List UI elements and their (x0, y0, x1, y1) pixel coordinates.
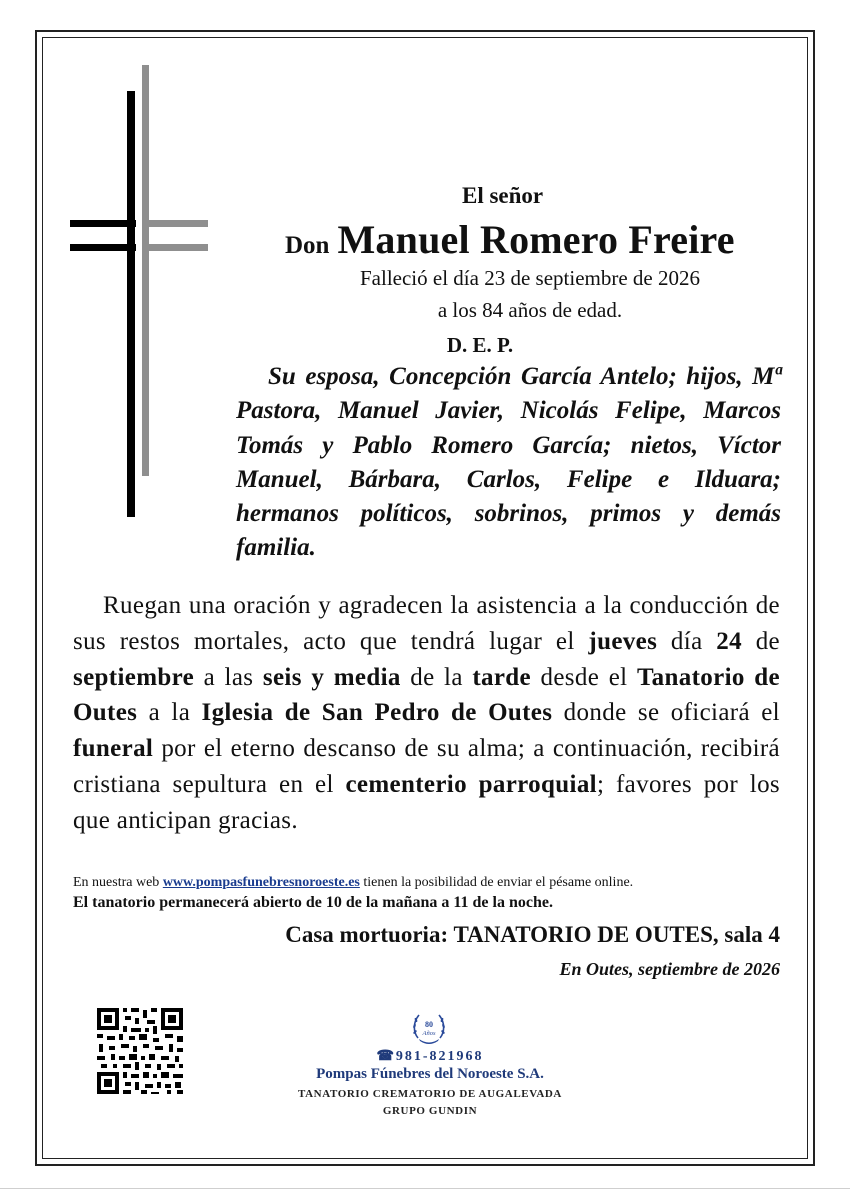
badge-years: Años (422, 1030, 436, 1037)
intro-text: El señor (462, 183, 544, 208)
web-prefix: En nuestra web (73, 875, 163, 890)
service-text: Ruegan una oración y agradecen la asistencia a la conducción de sus restos mortales, acto que tendrá lugar el (73, 592, 780, 655)
service-text: donde se oficiará el (552, 699, 780, 727)
crematorio-name: TANATORIO CREMATORIO DE AUGALEVADA (298, 1088, 562, 1100)
deceased-name-line (285, 216, 805, 263)
phone-line[interactable] (300, 1048, 560, 1065)
service-month: septiembre (73, 663, 195, 691)
page-bottom-rule (0, 1188, 850, 1189)
funeral-home-line (200, 922, 780, 948)
place-date: En Outes, septiembre de 2026 (559, 959, 780, 979)
casa-value: TANATORIO DE OUTES, sala 4 (453, 922, 780, 947)
service-text: ; favores por los que anticipan gracias. (73, 770, 780, 834)
service-text: a la (137, 699, 202, 727)
service-date: 24 (716, 627, 742, 655)
service-origin: Tanatorio de Outes (73, 663, 780, 727)
service-church: Iglesia de San Pedro de Outes (201, 699, 553, 727)
deceased-name: Manuel Romero Freire (337, 217, 735, 262)
service-cemetery: cementerio parroquial (345, 770, 597, 798)
service-text: de (741, 627, 781, 655)
cross-black-bar-bottom (70, 244, 136, 251)
cross-grey-vertical (142, 65, 149, 476)
family-list: Su esposa, Concepción García Antelo; hijos, Mª Pastora, Manuel Javier, Nicolás Felipe, Marcos Tomás y Pablo Romero García; nietos, Víctor Manuel, Bárbara, Carlos, Felipe e Ilduara; hermanos políticos, sobrinos, primos y demás familia. (236, 363, 781, 562)
casa-label: Casa mortuoria: (285, 922, 454, 947)
service-announcement (73, 588, 780, 839)
phone-number: 981-821968 (395, 1049, 484, 1064)
phone-icon: ☎ (376, 1049, 396, 1064)
website-link[interactable]: www.pompasfunebresnoroeste.es (162, 875, 360, 890)
web-condolence-line (73, 875, 793, 891)
service-text: día (657, 627, 717, 655)
age-at-death: a los 84 años de edad. (437, 298, 623, 322)
service-text: a las (194, 663, 263, 691)
laurel-badge-icon (409, 1008, 449, 1048)
badge-number: 80 (425, 1020, 433, 1029)
company-name: Pompas Fúnebres del Noroeste S.A. (316, 1066, 544, 1082)
opening-hours: El tanatorio permanecerá abierto de 10 de la mañana a 11 de la noche. (73, 894, 553, 911)
web-suffix: tienen la posibilidad de enviar el pésame online. (359, 875, 634, 890)
service-text: por el eterno descanso de su alma; a continuación, recibirá cristiana sepultura en el (73, 735, 780, 798)
cross-grey-bar-bottom (142, 244, 208, 251)
cross-black-vertical (127, 91, 135, 517)
name-prefix: Don (285, 232, 330, 259)
service-time: seis y media (262, 663, 401, 691)
service-funeral: funeral (73, 735, 154, 763)
service-text: de la (400, 663, 473, 691)
service-text: desde el (530, 663, 637, 691)
group-name: GRUPO GUNDIN (382, 1105, 478, 1117)
cross-black-bar-top (70, 220, 136, 227)
dep-text: D. E. P. (446, 333, 514, 357)
qr-code[interactable] (95, 1006, 185, 1096)
service-period: tarde (472, 663, 531, 691)
cross-grey-bar-top (142, 220, 208, 227)
service-day: jueves (588, 627, 658, 655)
death-date: Falleció el día 23 de septiembre de 2026 (360, 266, 700, 290)
